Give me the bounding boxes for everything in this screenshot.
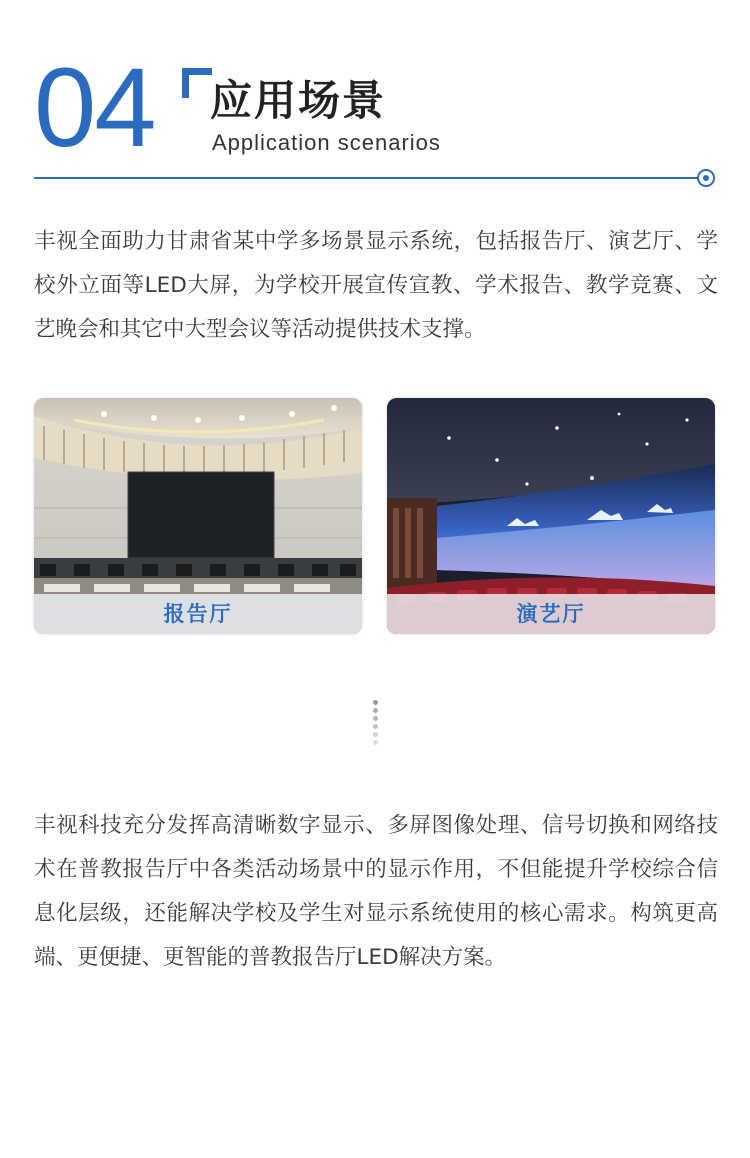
scene-label: 演艺厅 <box>387 594 715 634</box>
section-subtitle: Application scenarios <box>212 130 441 155</box>
corner-bracket-icon <box>182 68 212 98</box>
divider-line <box>34 177 698 179</box>
closing-paragraph: 丰视科技充分发挥高清晰数字显示、多屏图像处理、信号切换和网络技术在普教报告厅中各类活动场景中的显示作用，不但能提升学校综合信息化层级，还能解决学校及学生对显示系统使用的核心需求。构筑更高端、更便捷、更智能的普教报告厅LED解决方案。 <box>34 813 718 970</box>
scene-card-performance-hall <box>387 398 715 634</box>
scene-label: 报告厅 <box>34 594 362 634</box>
scene-card-lecture-hall <box>34 398 362 634</box>
section-number: 04 <box>34 45 155 170</box>
scroll-indicator-icon <box>371 700 379 748</box>
intro-paragraph: 丰视全面助力甘肃省某中学多场景显示系统，包括报告厅、演艺厅、学校外立面等LED大屏，为学校开展宣传宣教、学术报告、教学竞赛、文艺晚会和其它中大型会议等活动提供技术支撑。 <box>34 229 718 342</box>
divider-end-dot-icon <box>697 169 715 187</box>
section-title: 应用场景 <box>210 76 387 125</box>
